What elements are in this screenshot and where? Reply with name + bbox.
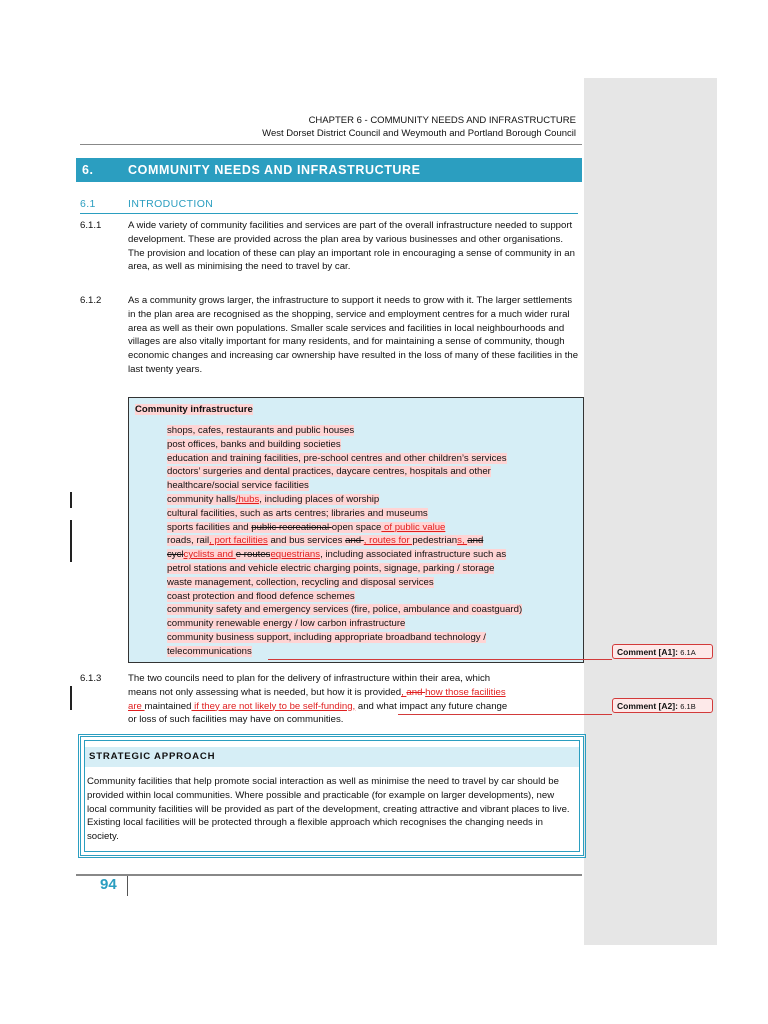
page-number-divider	[127, 876, 128, 896]
tracked-insertion: /hubs	[235, 493, 260, 505]
header-chapter: CHAPTER 6 - COMMUNITY NEEDS AND INFRASTRUCTURE	[308, 115, 576, 126]
tracked-insertion: of public value	[381, 521, 446, 533]
list-item: post offices, banks and building societies	[167, 438, 341, 450]
tracked-insertion: how those facilities	[425, 686, 506, 698]
comment-anchor-line	[268, 659, 612, 660]
chapter-number: 6.	[82, 163, 94, 177]
change-bar	[70, 520, 72, 562]
header-rule	[80, 144, 582, 145]
section-number: 6.1	[80, 198, 96, 210]
list-item: healthcare/social service facilities	[167, 480, 309, 492]
tracked-insertion: s,	[457, 535, 468, 547]
list-item: community safety and emergency services (fire, police, ambulance and coastguard)	[167, 604, 523, 616]
strategic-title: STRATEGIC APPROACH	[85, 747, 579, 767]
section-heading	[80, 197, 578, 214]
list-item: shops, cafes, restaurants and public houses	[167, 425, 355, 436]
list-item: sports facilities and public recreational open space of public value	[167, 521, 446, 533]
list-item: cyclcyclists and e routesequestrians, including associated infrastructure such as	[167, 549, 507, 561]
tracked-insertion: if they are not likely to be self-funding,	[191, 700, 356, 712]
page-number: 94	[100, 876, 117, 893]
section-title: INTRODUCTION	[128, 198, 214, 210]
tracked-deletion: and	[406, 686, 426, 698]
chapter-heading	[76, 158, 582, 182]
tracked-insertion: are	[128, 700, 145, 712]
tracked-deletion: public recreational	[251, 521, 332, 533]
chapter-title: COMMUNITY NEEDS AND INFRASTRUCTURE	[128, 163, 421, 177]
paragraph-number: 6.1.2	[80, 295, 102, 306]
tracked-insertion: , routes for	[363, 535, 413, 547]
paragraph-number: 6.1.1	[80, 220, 102, 231]
comment-margin-panel	[584, 78, 717, 945]
community-infrastructure-box	[128, 397, 584, 663]
tracked-insertion: equestrians	[270, 549, 321, 561]
tracked-deletion: cycl	[167, 549, 184, 561]
list-item: roads, rail, port facilities and bus services and , routes for pedestrians, and	[167, 535, 484, 547]
infrastructure-list	[167, 424, 577, 659]
list-item: community halls/hubs, including places of worship	[167, 493, 380, 505]
tracked-insertion: , port facilities	[209, 535, 268, 547]
list-item: petrol stations and vehicle electric charging points, signage, parking / storage	[167, 562, 495, 574]
tracked-insertion: cyclists and	[183, 549, 236, 561]
paragraph-text: A wide variety of community facilities and services are part of the overall infrastructure needed to support development. These are provided across the plan area by various businesses and other organisations. The provision and location of these can play an important role in encouraging a sense of community in an area, as well as minimising the need to travel by car.	[128, 220, 575, 273]
comment-anchor-line	[398, 714, 612, 715]
list-item: community renewable energy / low carbon infrastructure	[167, 618, 406, 630]
list-item: doctors’ surgeries and dental practices, daycare centres, hospitals and other	[167, 466, 491, 478]
box-title: Community infrastructure	[135, 404, 253, 415]
list-item: coast protection and flood defence schemes	[167, 590, 355, 602]
list-item: waste management, collection, recycling and disposal services	[167, 576, 434, 588]
footer-rule	[76, 874, 582, 876]
change-bar	[70, 492, 72, 508]
strategic-text: Community facilities that help promote social interaction as well as minimise the need to travel by car should be provided within local communities. Where possible and practicable (for example on larger developments), new local community facilities will be provided as part of the development, creating attractive and vibrant places to live. Existing local facilities will be protected through a flexible approach which recognises the changing needs in society.	[87, 776, 570, 843]
paragraph-number: 6.1.3	[80, 673, 102, 684]
header-council: West Dorset District Council and Weymouth and Portland Borough Council	[262, 128, 576, 139]
tracked-deletion: and	[345, 535, 364, 547]
strategic-approach-box	[78, 734, 586, 858]
page-header	[80, 114, 576, 140]
tracked-deletion: e routes	[235, 549, 271, 561]
tracked-deletion: and	[467, 535, 484, 547]
paragraph-text: The two councils need to plan for the delivery of infrastructure within their area, which means not only assessing what is needed, but how it is provided, and how those facilities are maintained if they are not likely to be self-funding, and what impact any future change or loss of such facilities may have on communities.	[128, 673, 508, 726]
comment-balloon[interactable]: Comment [A2]: 6.1B	[612, 698, 713, 713]
list-item: education and training facilities, pre-school centres and other children’s services	[167, 452, 507, 464]
paragraph-text: As a community grows larger, the infrastructure to support it needs to grow with it. The larger settlements in the plan area are recognised as the shopping, service and employment centres for a much wider rural area as well as their own populations. Smaller scale services and facilities in local neighbourhoods and villages are also vitally important for many residents, and for maintaining a sense of community, though economic changes and increasing car ownership have resulted in the loss of many of these facilities in the last twenty years.	[128, 295, 579, 375]
comment-balloon[interactable]: Comment [A1]: 6.1A	[612, 644, 713, 659]
list-item: telecommunications	[167, 645, 252, 657]
tracked-insertion: ,	[401, 686, 407, 698]
list-item: community business support, including appropriate broadband technology /	[167, 631, 486, 643]
change-bar	[70, 686, 72, 710]
list-item: cultural facilities, such as arts centres; libraries and museums	[167, 507, 428, 519]
